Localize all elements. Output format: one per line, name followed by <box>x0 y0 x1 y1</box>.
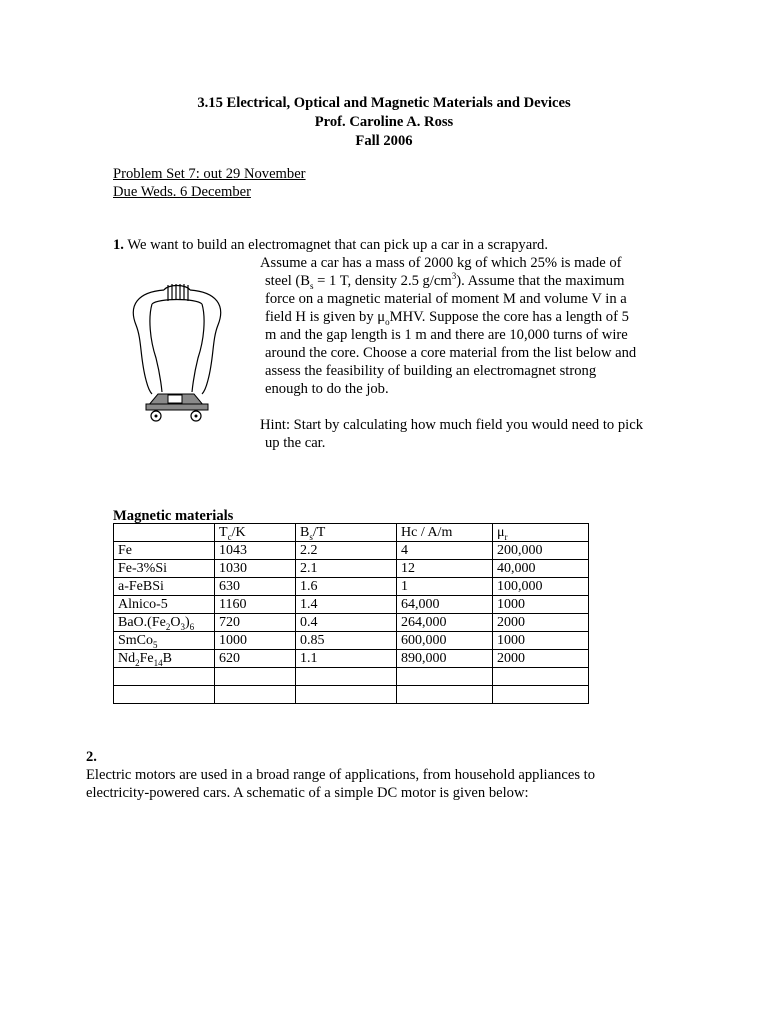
cell-empty <box>215 686 296 704</box>
cell-bs: 2.2 <box>296 542 397 560</box>
problem-set-out: Problem Set 7: out 29 November <box>113 166 306 182</box>
q2-line-1: Electric motors are used in a broad range of applications, from household appliances to <box>86 767 595 783</box>
cell-material: SmCo$_5$ <box>114 632 215 650</box>
q2-number: 2. <box>86 749 97 765</box>
cell-mu: 100,000 <box>493 578 589 596</box>
cell-material: Alnico-5 <box>114 596 215 614</box>
q1-l2-sub: s <box>310 280 314 291</box>
cell-empty <box>114 686 215 704</box>
q1-l2b: = 1 T, density 2.5 g/cm <box>313 273 452 289</box>
cell-empty <box>296 668 397 686</box>
table-row <box>114 650 589 668</box>
cell-mu: 40,000 <box>493 560 589 578</box>
cell-bs: 2.1 <box>296 560 397 578</box>
q1-hint-line-1: Hint: Start by calculating how much field you would need to pick <box>260 417 644 433</box>
q1-text-intro: We want to build an electromagnet that can pick up a car in a scrapyard. <box>127 237 548 253</box>
cell-tc: 1160 <box>215 596 296 614</box>
cell-empty <box>493 668 589 686</box>
header-hc: Hc / A/m <box>397 524 493 542</box>
cell-hc: 12 <box>397 560 493 578</box>
q1-l4b: MHV. Suppose the core has a length of 5 <box>389 309 629 325</box>
professor-name: Prof. Caroline A. Ross <box>314 114 454 130</box>
q1-l4-sub: o <box>385 316 390 327</box>
cell-bs: 0.85 <box>296 632 397 650</box>
cell-empty <box>296 686 397 704</box>
cell-hc: 1 <box>397 578 493 596</box>
q1-l2c: ). Assume that the maximum <box>456 273 625 289</box>
cell-empty <box>397 686 493 704</box>
q1-line-3: force on a magnetic material of moment M and volume V in a <box>265 291 627 307</box>
cell-empty <box>215 668 296 686</box>
cell-material: Fe <box>114 542 215 560</box>
magnetic-materials-table <box>113 523 589 704</box>
table-header-row <box>114 524 589 542</box>
cell-bs: 1.4 <box>296 596 397 614</box>
cell-material: a-FeBSi <box>114 578 215 596</box>
electromagnet-car-illustration <box>128 270 228 430</box>
cell-mu: 2000 <box>493 650 589 668</box>
header-mu: $\mu_r$ <box>493 524 589 542</box>
q1-line-8: enough to do the job. <box>265 381 389 397</box>
cell-bs: 0.4 <box>296 614 397 632</box>
cell-mu: 200,000 <box>493 542 589 560</box>
cell-tc: 720 <box>215 614 296 632</box>
term: Fall 2006 <box>355 133 413 149</box>
table-row <box>114 542 589 560</box>
table-row <box>114 578 589 596</box>
cell-bs: 1.1 <box>296 650 397 668</box>
cell-empty <box>114 668 215 686</box>
cell-mu: 2000 <box>493 614 589 632</box>
q2-line-2: electricity-powered cars. A schematic of a simple DC motor is given below: <box>86 785 529 801</box>
q1-l2a: steel (B <box>265 273 310 289</box>
q1-line-2 <box>265 272 624 290</box>
q1-line-6: around the core. Choose a core material from the list below and <box>265 345 637 361</box>
q1-line-7: assess the feasibility of building an electromagnet strong <box>265 363 597 379</box>
q1-l4a: field H is given by μ <box>265 309 386 325</box>
header-material <box>114 524 215 542</box>
cell-tc: 1030 <box>215 560 296 578</box>
cell-empty <box>397 668 493 686</box>
header-tc: $T_c/K$ <box>215 524 296 542</box>
cell-mu: 1000 <box>493 596 589 614</box>
q1-l2-sup: 3 <box>451 271 457 282</box>
table-caption: Magnetic materials <box>113 508 234 524</box>
table-row-empty <box>114 668 589 686</box>
cell-hc: 890,000 <box>397 650 493 668</box>
table-row <box>114 614 589 632</box>
cell-tc: 1000 <box>215 632 296 650</box>
cell-empty <box>493 686 589 704</box>
q1-line-4 <box>265 308 629 326</box>
cell-tc: 1043 <box>215 542 296 560</box>
cell-hc: 64,000 <box>397 596 493 614</box>
table-row <box>114 596 589 614</box>
problem-set-due: Due Weds. 6 December <box>113 184 251 200</box>
cell-tc: 620 <box>215 650 296 668</box>
table-row <box>114 632 589 650</box>
cell-hc: 264,000 <box>397 614 493 632</box>
q1-number: 1. <box>113 237 124 253</box>
q1-line-5: m and the gap length is 1 m and there are 10,000 turns of wire <box>265 327 628 343</box>
q1-line-1: Assume a car has a mass of 2000 kg of which 25% is made of <box>260 255 622 271</box>
cell-material: $Nd_2Fe_{14}B$ <box>114 650 215 668</box>
cell-mu: 1000 <box>493 632 589 650</box>
cell-material: Fe-3%Si <box>114 560 215 578</box>
header-bs: $B_s/T$ <box>296 524 397 542</box>
cell-material: $BaO.(Fe_2O_3)_6$ <box>114 614 215 632</box>
q1-hint-line-2: up the car. <box>265 435 326 451</box>
table-row <box>114 560 589 578</box>
cell-tc: 630 <box>215 578 296 596</box>
q1-first-line <box>113 236 548 254</box>
table-row-empty <box>114 686 589 704</box>
course-title: 3.15 Electrical, Optical and Magnetic Materials and Devices <box>197 95 571 111</box>
cell-hc: 600,000 <box>397 632 493 650</box>
cell-bs: 1.6 <box>296 578 397 596</box>
car-icon <box>146 394 208 421</box>
cell-hc: 4 <box>397 542 493 560</box>
